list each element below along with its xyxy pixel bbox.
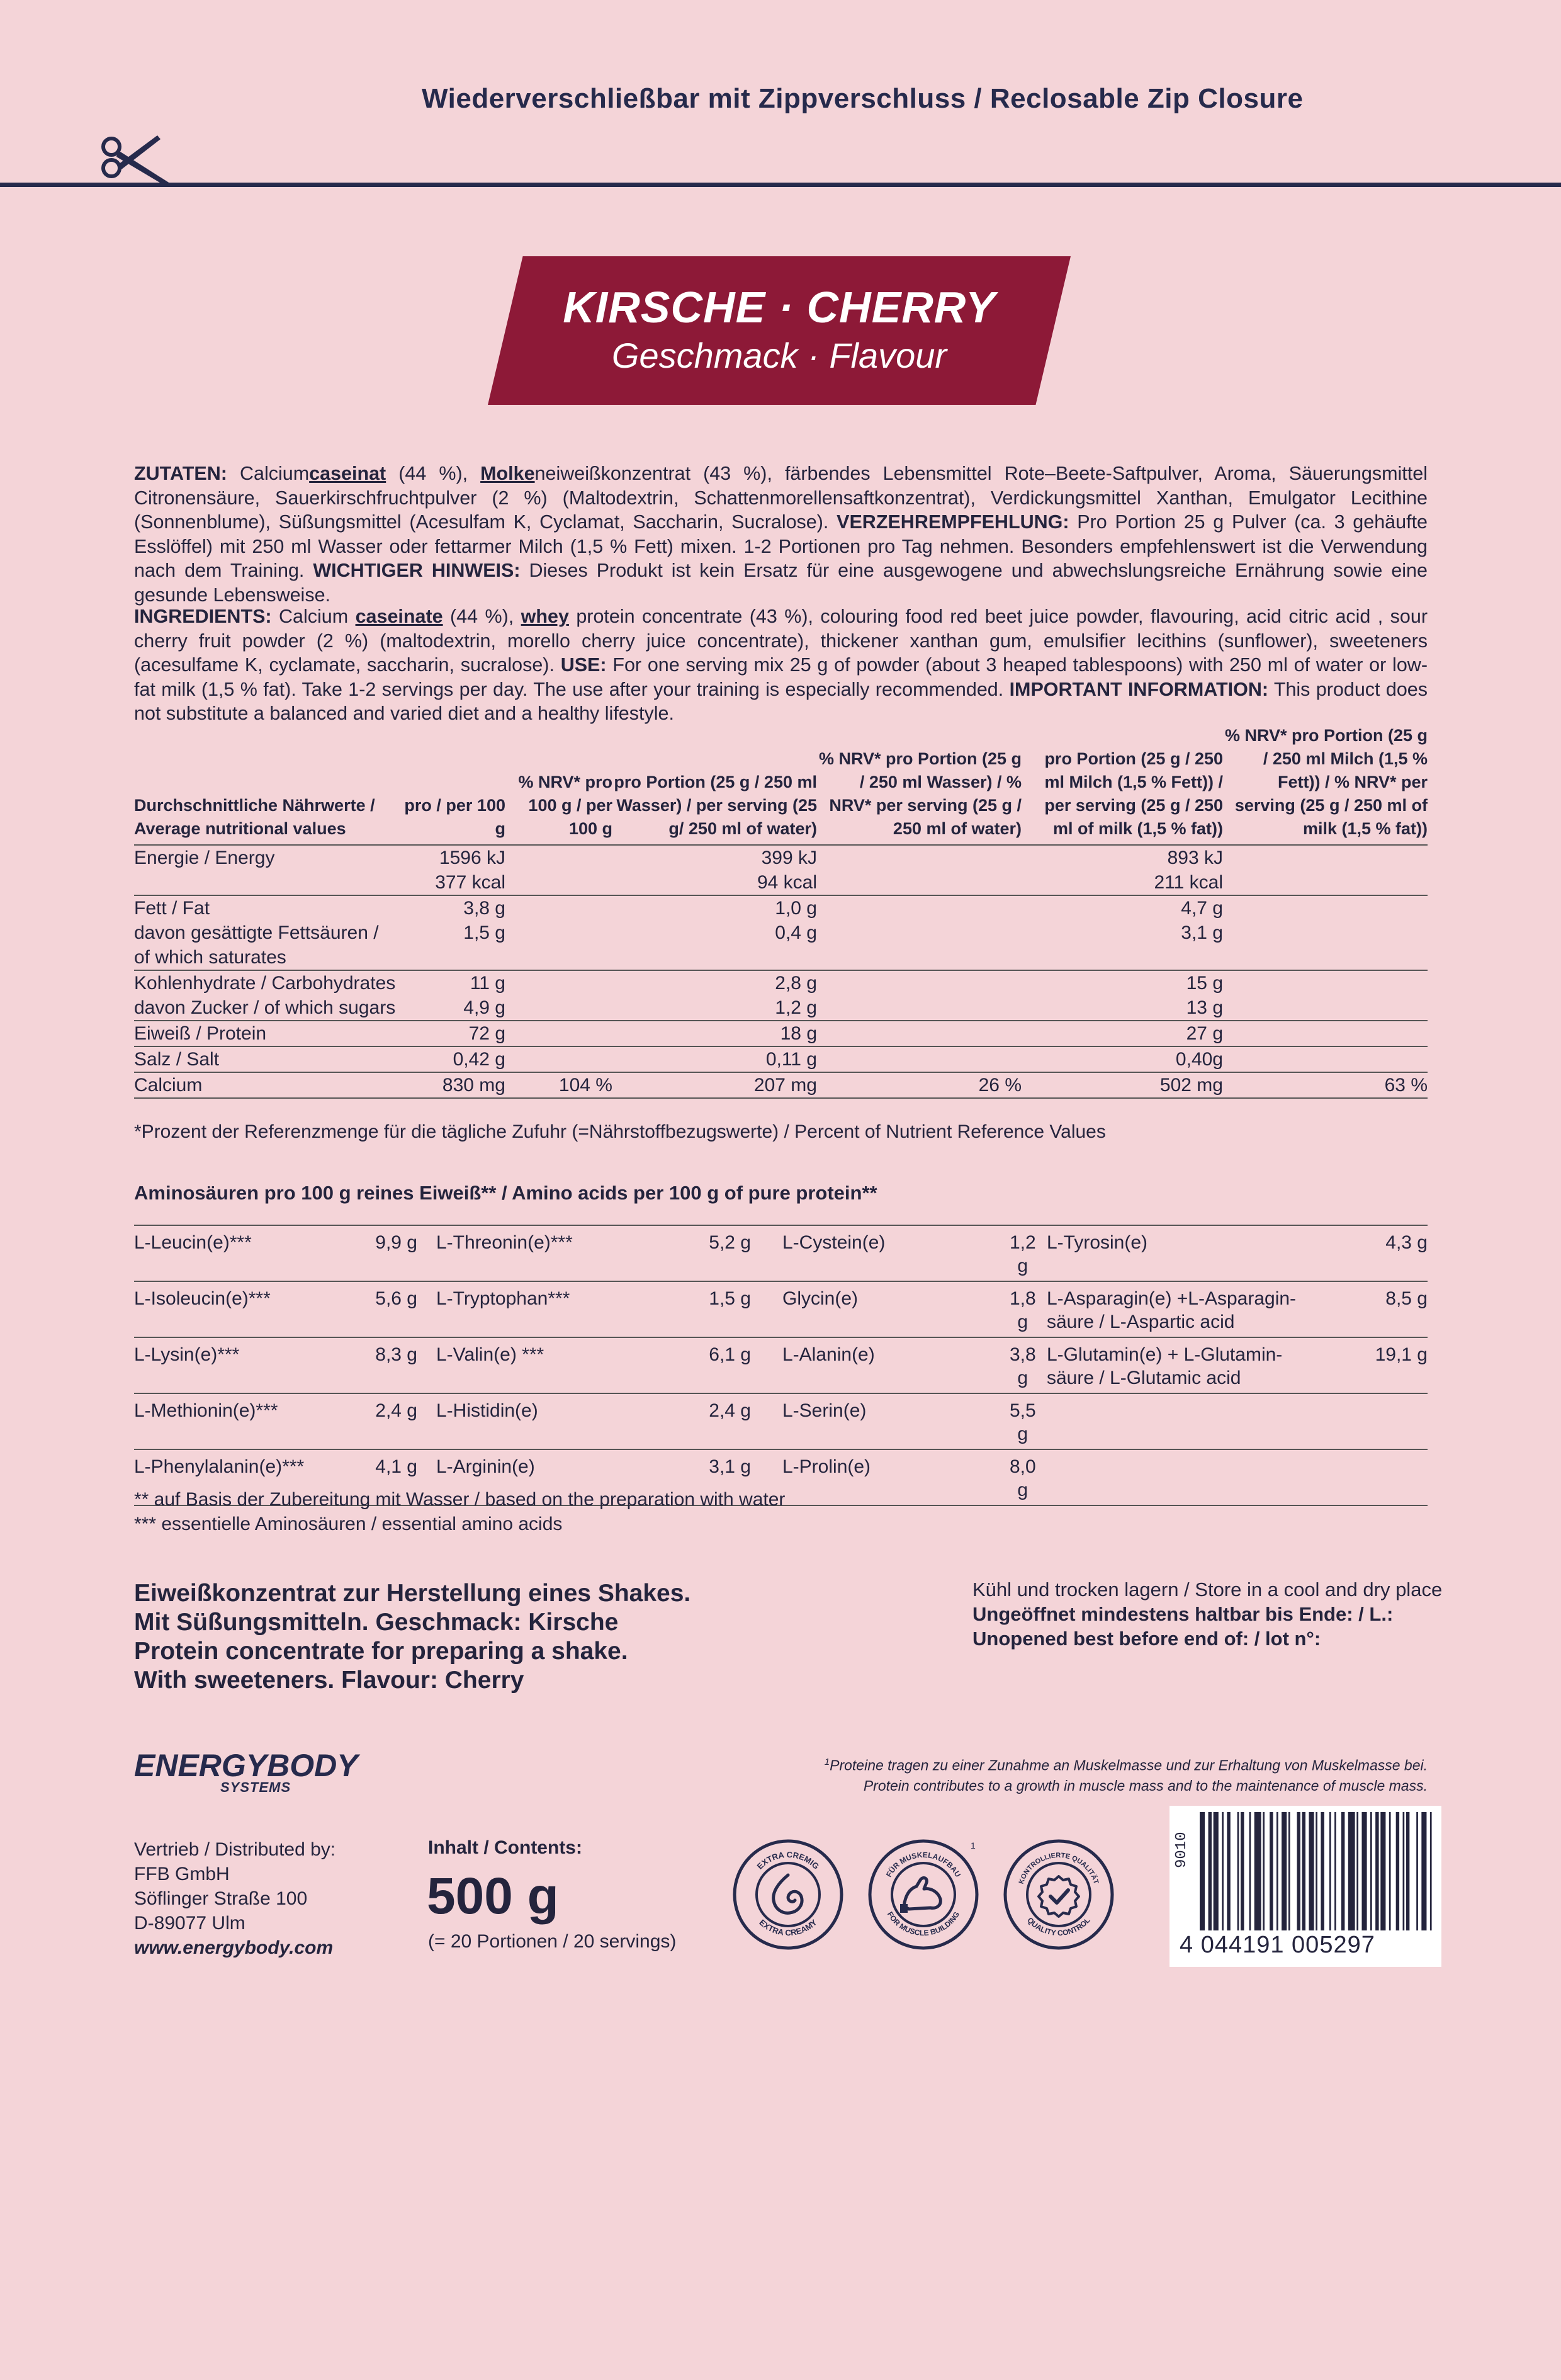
nutrient-name: Calcium <box>134 1072 398 1098</box>
nutrition-row <box>134 945 1428 970</box>
allergen-whey: whey <box>521 606 569 627</box>
ingredients-paragraph <box>134 604 1428 726</box>
amino-name: L-Leucin(e)*** <box>134 1225 361 1281</box>
barcode-bar <box>1416 1812 1418 1930</box>
nutrition-header: pro Portion (25 g / 250 ml Wasser) / per serving (25 g/ 250 ml of water) <box>612 724 817 845</box>
nutrient-value: 27 g <box>1022 1021 1223 1046</box>
quality-seal-icon <box>1039 1876 1079 1917</box>
nutrient-value <box>505 870 612 895</box>
barcode-bar <box>1361 1812 1367 1930</box>
ingredients-text-1: Calcium <box>271 606 356 627</box>
barcode-bar <box>1263 1812 1265 1930</box>
claim-line-en: Protein contributes to a growth in muscle mass and to the maintenance of muscle mass. <box>863 1777 1428 1794</box>
nutrient-value: 1,5 g <box>463 922 505 943</box>
contents-servings: (= 20 Portionen / 20 servings) <box>428 1931 677 1952</box>
amino-row <box>134 1281 1428 1337</box>
quality-control-badge <box>1003 1839 1115 1951</box>
use-label: USE: <box>560 654 607 676</box>
ingredients-label: INGREDIENTS: <box>134 606 272 627</box>
barcode-bar <box>1321 1812 1324 1930</box>
nutrition-row <box>134 1021 1428 1046</box>
barcode-bar <box>1348 1812 1355 1930</box>
nutrient-value: 207 mg <box>612 1072 817 1098</box>
barcode-bar <box>1421 1812 1426 1930</box>
zutaten-text-3: neiweißkonzentrat (43 %), färbendes Lebensmittel Rote–Beete-Saftpulver, Aroma, Säuerungsmittel Citronensäure, Sauerkirschfruchtpulver (2 %) (Maltodextrin, Schattenmorellensaftkonzentrat), Verdickungsmittel Xanthan, Emulgator Lecithine (Sonnenblume), Süßungsmittel (Acesulfam K, Cyclamat, Saccharin, Sucralose). <box>134 463 1428 533</box>
nutrient-value: 4,7 g <box>1181 898 1223 919</box>
barcode-bar <box>1214 1812 1219 1930</box>
nutrient-name <box>134 870 398 895</box>
amino-name: L-Isoleucin(e)*** <box>134 1281 361 1337</box>
distributor-label: Vertrieb / Distributed by: <box>134 1839 336 1860</box>
barcode-bar <box>1380 1812 1385 1930</box>
nutrition-row <box>134 1072 1428 1098</box>
nutrient-value <box>505 1046 612 1072</box>
flavour-title: KIRSCHE · CHERRY <box>563 283 996 332</box>
barcode-bar <box>1237 1812 1239 1930</box>
barcode-bar <box>1222 1812 1224 1930</box>
health-claim <box>692 1752 1428 1796</box>
nutrition-row <box>134 845 1428 870</box>
nutrient-value <box>505 921 612 945</box>
nutrient-value <box>505 970 612 995</box>
nutrition-header: % NRV* pro Portion (25 g / 250 ml Wasser) / % NRV* per serving (25 g / 250 ml of water) <box>817 724 1022 845</box>
nutrition-row <box>134 995 1428 1021</box>
nutrient-value: 399 kJ <box>761 847 817 868</box>
nutrient-value: 502 mg <box>1022 1072 1223 1098</box>
nutrition-row <box>134 870 1428 895</box>
amino-name: L-Arginin(e) <box>436 1449 694 1505</box>
nutrient-value <box>817 921 1022 945</box>
nutrient-value <box>1022 945 1223 970</box>
allergen-molke: Molke <box>480 463 535 484</box>
svg-text:EXTRA CREMIG <box>755 1850 821 1871</box>
flavour-subtitle: Geschmack · Flavour <box>611 336 947 375</box>
distributor-info <box>134 1837 335 1960</box>
amino-name: L-Tryptophan*** <box>436 1281 694 1337</box>
nutrient-name: Energie / Energy <box>134 847 275 868</box>
amino-name: L-Tyrosin(e) <box>1047 1225 1333 1281</box>
amino-name: L-Threonin(e)*** <box>436 1225 694 1281</box>
amino-name: L-Prolin(e) <box>770 1449 1009 1505</box>
amino-name: L-Alanin(e) <box>770 1337 1009 1393</box>
badge-sup: 1 <box>971 1840 976 1850</box>
amino-title: Aminosäuren pro 100 g reines Eiweiß** / Amino acids per 100 g of pure protein** <box>134 1182 877 1204</box>
barcode-bar <box>1309 1812 1314 1930</box>
badge-bottom-text: FOR MUSCLE BUILDING <box>885 1910 962 1938</box>
amino-name <box>1047 1393 1333 1449</box>
amino-name: L-Glutamin(e) + L-Glutamin- säure / L-Glutamic acid <box>1047 1337 1333 1393</box>
nutrient-name: davon Zucker / of which sugars <box>134 995 398 1021</box>
amino-name: L-Valin(e) *** <box>436 1337 694 1393</box>
ingredients-text-5: This product does not substitute a balanced and varied diet and a healthy lifestyle. <box>134 678 1428 724</box>
nutrient-value: 0,4 g <box>775 922 817 943</box>
description-line: With sweeteners. Flavour: Cherry <box>134 1667 524 1694</box>
cream-drop-icon <box>774 1875 802 1913</box>
nutrient-value: 1,2 g <box>612 995 817 1021</box>
barcode-bar <box>1254 1812 1261 1930</box>
barcode-bar <box>1329 1812 1331 1930</box>
nutrient-name: of which saturates <box>134 945 398 970</box>
verzehr-label: VERZEHREMPFEHLUNG: <box>837 511 1069 533</box>
nutrient-name: Fett / Fat <box>134 898 210 919</box>
amino-table <box>134 1225 1428 1506</box>
amino-name <box>1047 1449 1333 1505</box>
barcode-bar <box>1227 1812 1230 1930</box>
nutrient-value <box>817 995 1022 1021</box>
allergen-caseinate: caseinate <box>355 606 443 627</box>
barcode-bar <box>1209 1812 1212 1930</box>
amino-row <box>134 1337 1428 1393</box>
amino-value: 5,2 g <box>694 1225 770 1281</box>
nutrient-value <box>817 895 1022 921</box>
barcode-bar <box>1302 1812 1305 1930</box>
nutrient-value <box>505 895 612 921</box>
amino-value: 2,4 g <box>361 1393 436 1449</box>
important-label: IMPORTANT INFORMATION: <box>1009 678 1269 700</box>
zutaten-text-2: (44 %), <box>386 463 481 484</box>
barcode-bar <box>1276 1812 1278 1930</box>
storage-info <box>972 1577 1442 1651</box>
nutrient-value <box>1223 970 1428 995</box>
nutrient-value <box>1223 921 1428 945</box>
nutrition-row <box>134 921 1428 945</box>
distributor-company: FFB GmbH <box>134 1864 230 1884</box>
barcode <box>1169 1806 1441 1967</box>
barcode-bar <box>1396 1812 1399 1930</box>
ingredients-text-4: For one serving mix 25 g of powder (about 3 heaped tablespoons) with 250 ml of water or low-fat milk (1,5 % fat). Take 1-2 servings per day. The use after your training is especially recommended. <box>134 654 1428 700</box>
nutrient-value <box>1223 945 1428 970</box>
ingredients-text-2: (44 %), <box>442 606 521 627</box>
barcode-bar <box>1375 1812 1378 1930</box>
amino-name: L-Lysin(e)*** <box>134 1337 361 1393</box>
nutrient-value <box>612 945 817 970</box>
muscle-building-badge <box>867 1839 979 1951</box>
nutrient-value <box>1223 845 1428 870</box>
amino-name: L-Cystein(e) <box>770 1225 1009 1281</box>
nutrition-row <box>134 895 1428 921</box>
zip-closure-text: Wiederverschließbar mit Zippverschluss / Reclosable Zip Closure <box>422 83 1304 114</box>
amino-value: 19,1 g <box>1333 1337 1428 1393</box>
nutrient-value: 72 g <box>398 1021 505 1046</box>
barcode-bar <box>1282 1812 1287 1930</box>
nutrient-value: 0,11 g <box>612 1046 817 1072</box>
nutrient-value: 15 g <box>1186 973 1223 994</box>
nutrient-value <box>817 945 1022 970</box>
nutrient-value <box>505 995 612 1021</box>
description-line: Protein concentrate for preparing a shake. <box>134 1638 628 1665</box>
nutrient-value <box>817 1021 1022 1046</box>
nutrient-value <box>505 845 612 870</box>
badge-top-text: EXTRA CREMIG <box>755 1849 821 1871</box>
zip-line <box>0 183 1561 187</box>
claim-line-de: Proteine tragen zu einer Zunahme an Muskelmasse und zur Erhaltung von Muskelmasse bei. <box>830 1757 1428 1774</box>
amino-value: 6,1 g <box>694 1337 770 1393</box>
amino-row <box>134 1225 1428 1281</box>
nutrient-value <box>817 1046 1022 1072</box>
barcode-bar <box>1334 1812 1336 1930</box>
barcode-bar <box>1403 1812 1405 1930</box>
amino-value <box>1333 1449 1428 1505</box>
amino-value: 9,9 g <box>361 1225 436 1281</box>
nutrient-value <box>817 870 1022 895</box>
barcode-side-code: 9010 <box>1173 1832 1190 1868</box>
nutrition-header: pro Portion (25 g / 250 ml Milch (1,5 % Fett)) / per serving (25 g / 250 ml of milk (1,5 % fat)) <box>1022 724 1223 845</box>
nutrient-value: 26 % <box>817 1072 1022 1098</box>
best-before-en: Unopened best before end of: / lot n°: <box>972 1628 1321 1650</box>
nutrient-value: 1596 kJ <box>439 847 505 868</box>
badge-bottom-text: QUALITY CONTROL <box>1025 1915 1092 1938</box>
best-before-de: Ungeöffnet mindestens haltbar bis Ende: / L.: <box>972 1603 1394 1625</box>
nutrition-header: % NRV* pro Portion (25 g / 250 ml Milch (1,5 % Fett)) / % NRV* per serving (25 g / 250 ml of milk (1,5 % fat)) <box>1223 724 1428 845</box>
nutrient-value: 13 g <box>1022 995 1223 1021</box>
brand-logo: ENERGYBODY <box>134 1748 358 1783</box>
nutrient-value <box>1223 1046 1428 1072</box>
nutrient-value: 0,42 g <box>398 1046 505 1072</box>
amino-note-water: ** auf Basis der Zubereitung mit Wasser / based on the preparation with water <box>134 1489 786 1510</box>
nutrition-table <box>134 724 1428 1099</box>
badge-top-text: FÜR MUSKELAUFBAU <box>884 1850 963 1879</box>
zutaten-text-5: Dieses Produkt ist kein Ersatz für eine ausgewogene und abwechslungsreiche Ernährung sowie eine gesunde Lebensweise. <box>134 560 1428 606</box>
nutrient-value: 3,1 g <box>1181 922 1223 943</box>
nutrition-header: % NRV* pro 100 g / per 100 g <box>505 724 612 845</box>
product-description <box>134 1579 690 1695</box>
nutrient-value: 94 kcal <box>612 870 817 895</box>
website-link[interactable]: www.energybody.com <box>134 1937 334 1958</box>
nutrient-value: 11 g <box>470 973 505 994</box>
amino-value: 1,2 g <box>1009 1225 1047 1281</box>
nutrient-value <box>817 845 1022 870</box>
nutrient-value: 893 kJ <box>1167 847 1223 868</box>
nutrient-value: 4,9 g <box>398 995 505 1021</box>
ingredients-text-3: protein concentrate (43 %), colouring food red beet juice powder, flavouring, acid citric acid , sour cherry fruit powder (2 %) (maltodextrin, morello cherry juice concentrate), thickener xanthan gum, emulsifier lecithins (sunflower), sweeteners (acesulfame K, cyclamate, saccharin, sucralose). <box>134 606 1428 676</box>
nutrition-header: Durchschnittliche Nährwerte / Average nutritional values <box>134 724 398 845</box>
amino-value: 2,4 g <box>694 1393 770 1449</box>
allergen-caseinat: caseinat <box>309 463 386 484</box>
description-line: Mit Süßungsmitteln. Geschmack: Kirsche <box>134 1609 619 1636</box>
nutrient-value: 63 % <box>1223 1072 1428 1098</box>
zutaten-text-4: Pro Portion 25 g Pulver (ca. 3 gehäufte Esslöffel) mit 250 ml Wasser oder fettarmer Milch (1,5 % Fett) mixen. 1-2 Portionen pro Tag nehmen. Besonders empfehlenswert ist die Verwendung nach dem Training. <box>134 511 1428 581</box>
amino-value <box>1333 1393 1428 1449</box>
amino-note-essential: *** essentielle Aminosäuren / essential amino acids <box>134 1514 563 1534</box>
barcode-number: 4 044191 005297 <box>1180 1932 1375 1958</box>
barcode-bars <box>1200 1812 1435 1935</box>
muscle-arm-icon <box>900 1878 940 1913</box>
nutrient-value <box>505 1021 612 1046</box>
amino-name: L-Histidin(e) <box>436 1393 694 1449</box>
amino-value: 4,1 g <box>361 1449 436 1505</box>
nutrient-value: 2,8 g <box>775 973 817 994</box>
nutrition-row <box>134 1046 1428 1072</box>
nutrient-value: 830 mg <box>398 1072 505 1098</box>
amino-value: 3,1 g <box>694 1449 770 1505</box>
nutrient-value <box>1223 870 1428 895</box>
barcode-bar <box>1200 1812 1205 1930</box>
nutrient-value <box>398 945 505 970</box>
zutaten-text-1: Calcium <box>227 463 310 484</box>
amino-value: 3,8 g <box>1009 1337 1047 1393</box>
nutrient-value: 0,40g <box>1022 1046 1223 1072</box>
brand-logo-sub: SYSTEMS <box>220 1779 291 1795</box>
distributor-street: Söflinger Straße 100 <box>134 1888 308 1909</box>
zutaten-label: ZUTATEN: <box>134 463 227 484</box>
amino-value: 8,3 g <box>361 1337 436 1393</box>
nutrient-value <box>1223 895 1428 921</box>
distributor-city: D-89077 Ulm <box>134 1913 245 1934</box>
amino-name: L-Serin(e) <box>770 1393 1009 1449</box>
hinweis-label: WICHTIGER HINWEIS: <box>313 560 521 581</box>
barcode-bar <box>1249 1812 1251 1930</box>
nutrient-value: 211 kcal <box>1022 870 1223 895</box>
barcode-bar <box>1356 1812 1358 1930</box>
amino-value: 4,3 g <box>1333 1225 1428 1281</box>
amino-name: L-Methionin(e)*** <box>134 1393 361 1449</box>
barcode-bar <box>1406 1812 1409 1930</box>
svg-text:FÜR MUSKELAUFBAU <box>884 1850 962 1879</box>
barcode-bar <box>1316 1812 1317 1930</box>
barcode-bar <box>1297 1812 1300 1930</box>
amino-name: L-Phenylalanin(e)*** <box>134 1449 361 1505</box>
nutrition-row <box>134 970 1428 995</box>
amino-value: 8,0 g <box>1009 1449 1047 1505</box>
nutrient-value: 3,8 g <box>463 898 505 919</box>
nutrition-header-row <box>134 724 1428 845</box>
barcode-bar <box>1341 1812 1344 1930</box>
zutaten-paragraph <box>134 462 1428 607</box>
amino-row <box>134 1393 1428 1449</box>
claim-sup: 1 <box>824 1757 830 1767</box>
nutrient-value: 104 % <box>505 1072 612 1098</box>
nutrient-value <box>505 945 612 970</box>
amino-value: 1,8 g <box>1009 1281 1047 1337</box>
amino-value: 1,5 g <box>694 1281 770 1337</box>
barcode-bar <box>1370 1812 1372 1930</box>
storage-line: Kühl und trocken lagern / Store in a cool and dry place <box>972 1578 1443 1601</box>
extra-creamy-badge <box>732 1839 844 1951</box>
nutrient-value <box>817 970 1022 995</box>
nutrient-name: Kohlenhydrate / Carbohydrates <box>134 973 396 994</box>
svg-text:EXTRA CREAMY <box>757 1917 819 1937</box>
nutrient-value <box>1223 995 1428 1021</box>
nutrient-value <box>1223 1021 1428 1046</box>
amino-value: 5,5 g <box>1009 1393 1047 1449</box>
contents-value: 500 g <box>427 1867 559 1925</box>
barcode-bar <box>1389 1812 1391 1930</box>
description-line: Eiweißkonzentrat zur Herstellung eines Shakes. <box>134 1580 691 1607</box>
amino-value: 5,6 g <box>361 1281 436 1337</box>
nutrient-name: Eiweiß / Protein <box>134 1021 398 1046</box>
nutrient-value: 18 g <box>612 1021 817 1046</box>
amino-value: 8,5 g <box>1333 1281 1428 1337</box>
nutrient-value: 377 kcal <box>398 870 505 895</box>
badge-top-text: KONTROLLIERTE QUALITÄT <box>1017 1851 1100 1885</box>
barcode-bar <box>1270 1812 1273 1930</box>
nutrient-name: davon gesättigte Fettsäuren / <box>134 922 379 943</box>
nutrient-value: 1,0 g <box>775 898 817 919</box>
svg-text:FOR MUSCLE BUILDING <box>886 1910 961 1938</box>
badge-bottom-text: EXTRA CREAMY <box>757 1917 819 1938</box>
contents-label: Inhalt / Contents: <box>428 1837 582 1858</box>
barcode-bar <box>1430 1812 1432 1930</box>
nutrient-name: Salz / Salt <box>134 1046 398 1072</box>
nutrition-header: pro / per 100 g <box>398 724 505 845</box>
barcode-bar <box>1288 1812 1290 1930</box>
amino-name: Glycin(e) <box>770 1281 1009 1337</box>
nrv-footnote: *Prozent der Referenzmenge für die tägliche Zufuhr (=Nährstoffbezugswerte) / Percent of Nutrient Reference Values <box>134 1121 1106 1142</box>
amino-name: L-Asparagin(e) +L-Asparagin- säure / L-Aspartic acid <box>1047 1281 1333 1337</box>
barcode-bar <box>1241 1812 1244 1930</box>
